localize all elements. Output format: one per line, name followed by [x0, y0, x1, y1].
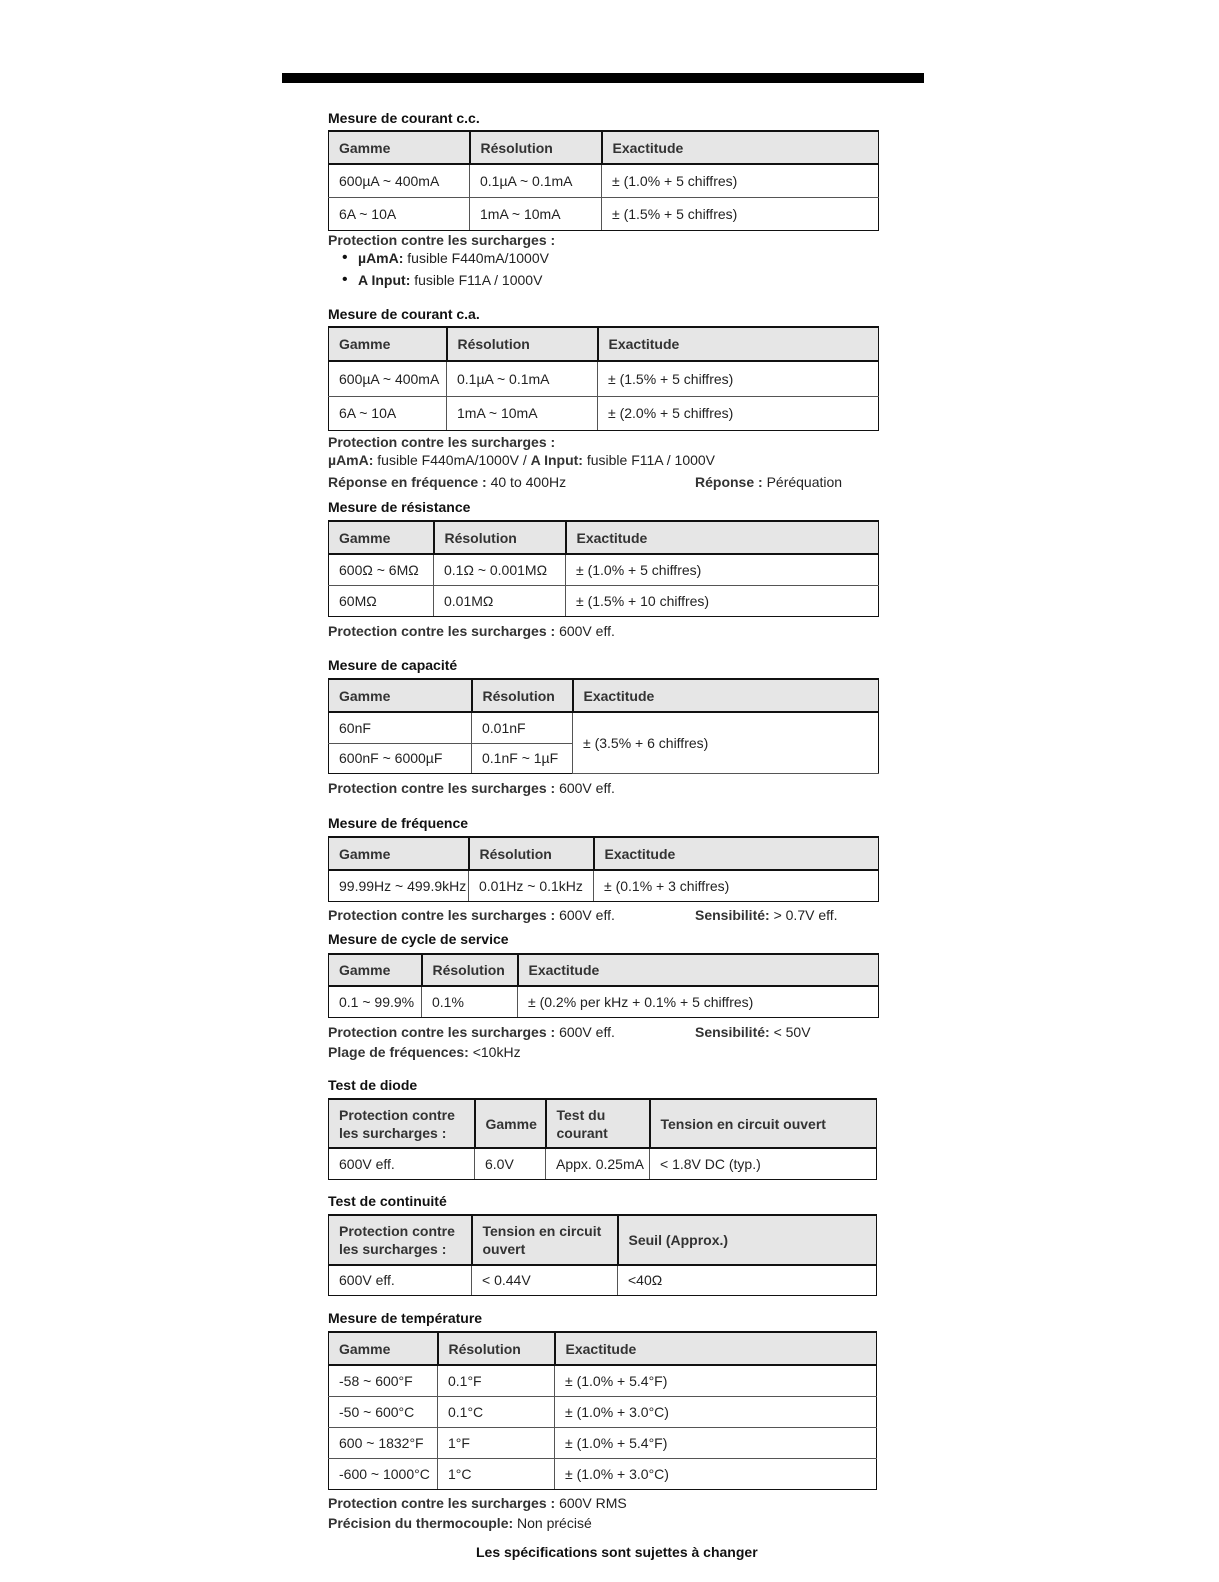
- cell: ± (2.0% + 5 chiffres): [598, 396, 879, 430]
- dc-current-title: Mesure de courant c.c.: [328, 110, 480, 126]
- frequency-table: [328, 836, 879, 902]
- diode-table: [328, 1098, 877, 1180]
- col-header: Résolution: [472, 679, 573, 712]
- frequency-protection: Protection contre les surcharges : 600V eff.: [328, 907, 615, 923]
- duty-sensitivity: Sensibilité: < 50V: [695, 1024, 811, 1040]
- cell: 99.99Hz ~ 499.9kHz: [329, 870, 469, 901]
- cell: 600nF ~ 6000µF: [329, 743, 472, 773]
- capacitance-protection: Protection contre les surcharges : 600V eff.: [328, 780, 615, 796]
- cell: ± (1.0% + 5.4°F): [555, 1365, 877, 1396]
- col-header: Résolution: [469, 837, 594, 870]
- cell: ± (1.0% + 5.4°F): [555, 1427, 877, 1458]
- cell: ± (0.1% + 3 chiffres): [594, 870, 879, 901]
- cell: 0.01MΩ: [434, 585, 566, 616]
- col-header: Gamme: [329, 837, 469, 870]
- col-header: Gamme: [329, 1332, 438, 1365]
- col-header: Test du courant: [546, 1099, 650, 1148]
- ac-current-title: Mesure de courant c.a.: [328, 306, 480, 322]
- cell: < 0.44V: [472, 1265, 618, 1295]
- cell: 0.1µA ~ 0.1mA: [447, 361, 598, 396]
- col-header: Résolution: [447, 327, 598, 361]
- cell: 1mA ~ 10mA: [470, 197, 602, 230]
- cell: 6.0V: [475, 1148, 546, 1179]
- ac-response: Réponse : Péréquation: [695, 474, 843, 490]
- table-row: [329, 164, 879, 197]
- temperature-table: [328, 1331, 877, 1490]
- table-row: [329, 554, 879, 585]
- resistance-protection: Protection contre les surcharges : 600V eff.: [328, 623, 615, 639]
- temperature-title: Mesure de température: [328, 1310, 483, 1326]
- table-row: [329, 1365, 877, 1396]
- col-header: Résolution: [470, 131, 602, 164]
- duty-frequency-range: Plage de fréquences: <10kHz: [328, 1044, 521, 1060]
- cell: 1°C: [438, 1458, 555, 1489]
- col-header: Protection contre les surcharges :: [329, 1215, 472, 1265]
- cell: -50 ~ 600°C: [329, 1396, 438, 1427]
- col-header: Seuil (Approx.): [618, 1215, 877, 1265]
- duty-cycle-title: Mesure de cycle de service: [328, 931, 509, 947]
- cell: 600 ~ 1832°F: [329, 1427, 438, 1458]
- col-header: Résolution: [438, 1332, 555, 1365]
- cell: ± (1.0% + 5 chiffres): [602, 164, 879, 197]
- cell: Appx. 0.25mA: [546, 1148, 650, 1179]
- col-header: Gamme: [329, 131, 470, 164]
- table-row: [329, 1148, 877, 1179]
- dc-protection-label: Protection contre les surcharges :: [328, 232, 556, 248]
- col-header: Exactitude: [602, 131, 879, 164]
- cell: 6A ~ 10A: [329, 396, 447, 430]
- cell: 1mA ~ 10mA: [447, 396, 598, 430]
- col-header: Exactitude: [555, 1332, 877, 1365]
- resistance-title: Mesure de résistance: [328, 499, 471, 515]
- cell: 60nF: [329, 712, 472, 743]
- col-header: Exactitude: [594, 837, 879, 870]
- cell: ± (1.0% + 3.0°C): [555, 1396, 877, 1427]
- cell: 0.1°C: [438, 1396, 555, 1427]
- cell: ± (1.0% + 3.0°C): [555, 1458, 877, 1489]
- cell-accuracy: ± (3.5% + 6 chiffres): [573, 712, 879, 773]
- cell: 6A ~ 10A: [329, 197, 470, 230]
- duty-protection: Protection contre les surcharges : 600V eff.: [328, 1024, 615, 1040]
- table-row: [329, 1427, 877, 1458]
- cell: 0.01Hz ~ 0.1kHz: [469, 870, 594, 901]
- frequency-sensitivity: Sensibilité: > 0.7V eff.: [695, 907, 838, 923]
- cell: 600Ω ~ 6MΩ: [329, 554, 434, 585]
- capacitance-table: [328, 678, 879, 774]
- table-row: [329, 1458, 877, 1489]
- col-header: Gamme: [329, 327, 447, 361]
- col-header: Protection contre les surcharges :: [329, 1099, 475, 1148]
- col-header: Gamme: [329, 521, 434, 554]
- cell: 0.1µA ~ 0.1mA: [470, 164, 602, 197]
- table-row: [329, 361, 879, 396]
- cell: <40Ω: [618, 1265, 877, 1295]
- cell: ± (1.0% + 5 chiffres): [566, 554, 879, 585]
- cell: 0.1nF ~ 1µF: [472, 743, 573, 773]
- diode-title: Test de diode: [328, 1077, 418, 1093]
- cell: 600µA ~ 400mA: [329, 361, 447, 396]
- cell: 600V eff.: [329, 1148, 475, 1179]
- capacitance-title: Mesure de capacité: [328, 657, 458, 673]
- col-header: Exactitude: [573, 679, 879, 712]
- col-header: Exactitude: [518, 954, 879, 986]
- ac-fuse-line: µAmA: fusible F440mA/1000V / A Input: fusible F11A / 1000V: [328, 452, 716, 468]
- dc-current-table: [328, 130, 879, 231]
- continuity-table: [328, 1214, 877, 1296]
- continuity-title: Test de continuité: [328, 1193, 447, 1209]
- list-item: • µAmA: fusible F440mA/1000V: [328, 247, 549, 269]
- cell: 600µA ~ 400mA: [329, 164, 470, 197]
- cell: -58 ~ 600°F: [329, 1365, 438, 1396]
- col-header: Gamme: [475, 1099, 546, 1148]
- table-row: [329, 585, 879, 616]
- top-rule: [282, 73, 924, 83]
- col-header: Résolution: [422, 954, 518, 986]
- col-header: Tension en circuit ouvert: [650, 1099, 877, 1148]
- table-row: [329, 197, 879, 230]
- cell: ± (1.5% + 5 chiffres): [598, 361, 879, 396]
- col-header: Gamme: [329, 679, 472, 712]
- ac-protection-label: Protection contre les surcharges :: [328, 434, 556, 450]
- resistance-table: [328, 520, 879, 617]
- frequency-title: Mesure de fréquence: [328, 815, 469, 831]
- cell: ± (1.5% + 10 chiffres): [566, 585, 879, 616]
- ac-frequency-response: Réponse en fréquence : 40 to 400Hz: [328, 474, 567, 490]
- cell: 0.1°F: [438, 1365, 555, 1396]
- table-row: [329, 1265, 877, 1295]
- temperature-protection: Protection contre les surcharges : 600V RMS: [328, 1495, 627, 1511]
- table-row: [329, 712, 879, 743]
- table-row: [329, 396, 879, 430]
- cell: ± (1.5% + 5 chiffres): [602, 197, 879, 230]
- list-item: • A Input: fusible F11A / 1000V: [328, 269, 549, 291]
- cell: -600 ~ 1000°C: [329, 1458, 438, 1489]
- cell: ± (0.2% per kHz + 0.1% + 5 chiffres): [518, 986, 879, 1017]
- col-header: Gamme: [329, 954, 422, 986]
- duty-cycle-table: [328, 953, 879, 1018]
- col-header: Résolution: [434, 521, 566, 554]
- table-row: [329, 870, 879, 901]
- cell: 0.1 ~ 99.9%: [329, 986, 422, 1017]
- cell: 0.1%: [422, 986, 518, 1017]
- dc-fuse-list: [328, 247, 549, 291]
- table-row: [329, 986, 879, 1017]
- cell: 60MΩ: [329, 585, 434, 616]
- cell: 0.01nF: [472, 712, 573, 743]
- cell: 600V eff.: [329, 1265, 472, 1295]
- cell: < 1.8V DC (typ.): [650, 1148, 877, 1179]
- ac-current-table: [328, 326, 879, 431]
- table-row: [329, 1396, 877, 1427]
- footer-note: Les spécifications sont sujettes à changer: [476, 1544, 758, 1560]
- cell: 0.1Ω ~ 0.001MΩ: [434, 554, 566, 585]
- col-header: Exactitude: [566, 521, 879, 554]
- cell: 1°F: [438, 1427, 555, 1458]
- col-header: Tension en circuit ouvert: [472, 1215, 618, 1265]
- col-header: Exactitude: [598, 327, 879, 361]
- thermocouple-precision: Précision du thermocouple: Non précisé: [328, 1515, 592, 1531]
